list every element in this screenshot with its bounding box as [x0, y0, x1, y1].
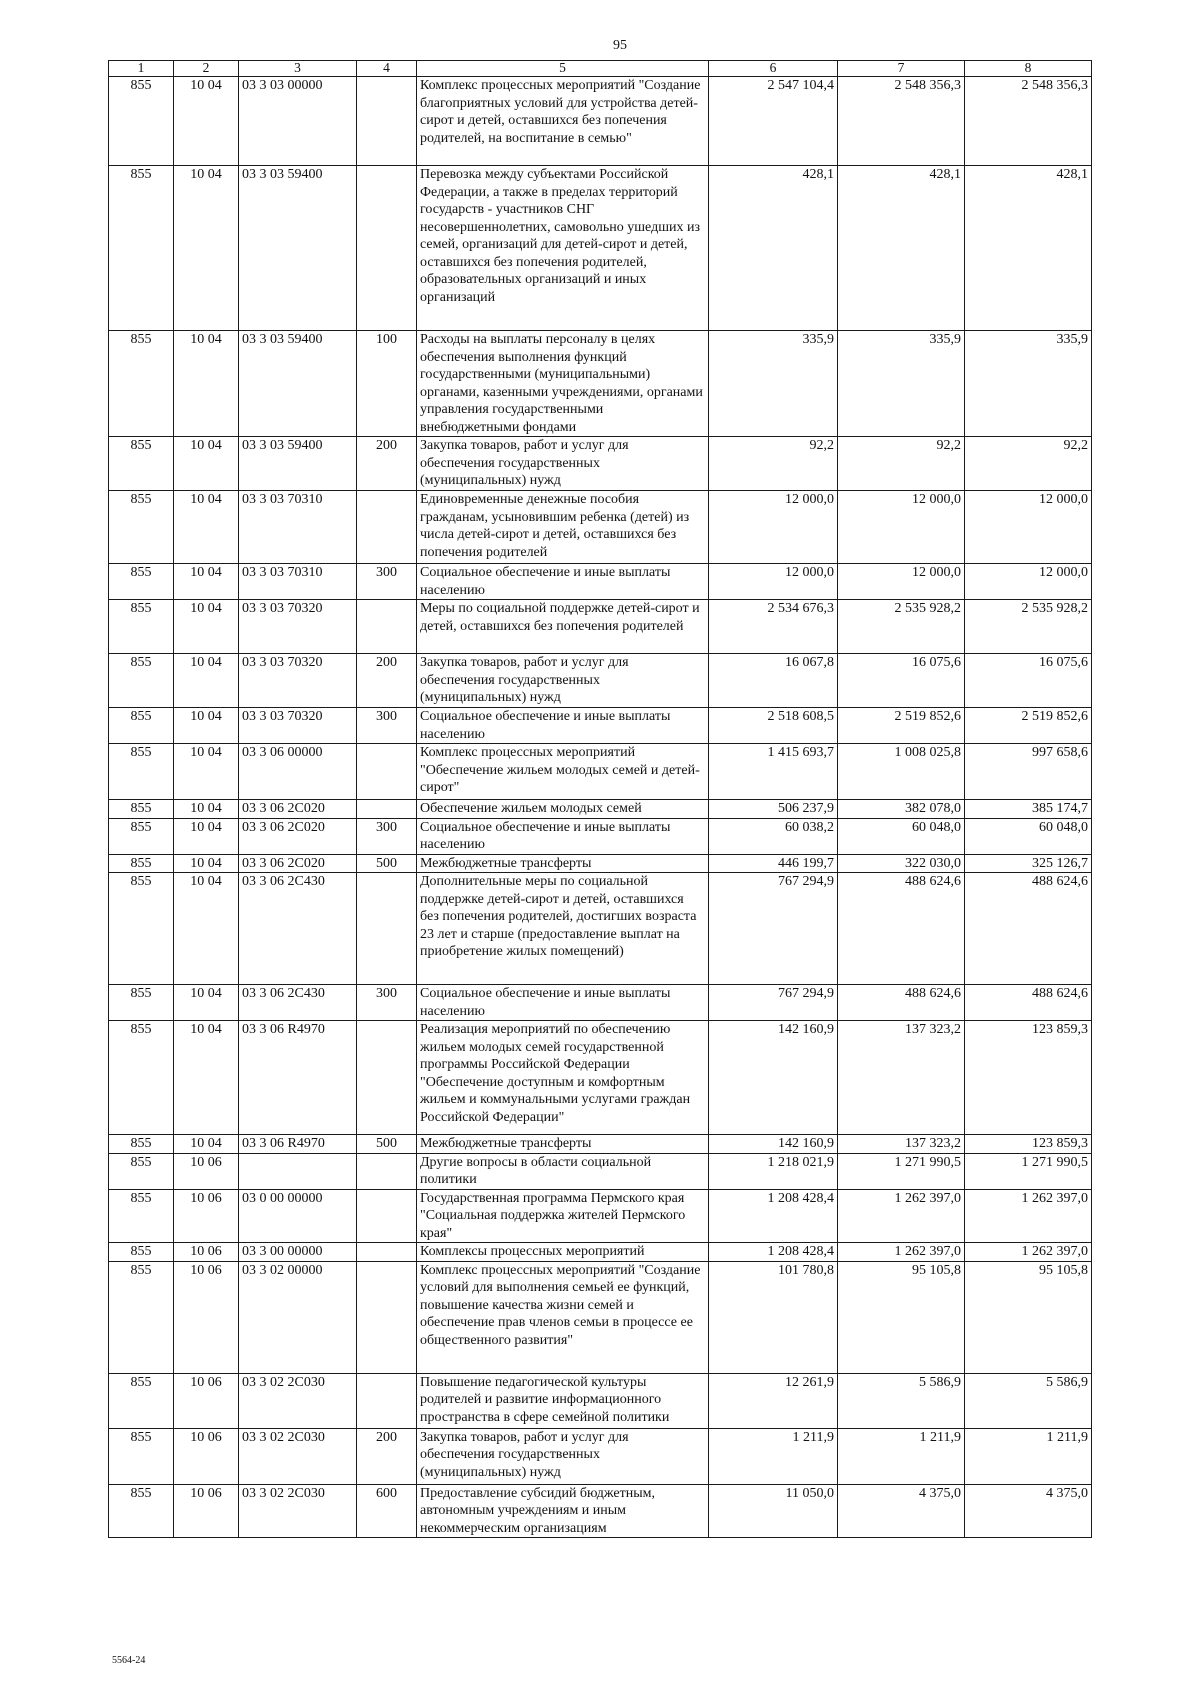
table-row	[109, 1021, 1092, 1135]
cell-description: Комплекс процессных мероприятий "Создание условий для выполнения семьей ее функций, повышение качества жизни семей и обеспечение прав членов семьи в процессе ее общественного развития"	[417, 1261, 709, 1373]
cell-target-article: 03 3 03 70310	[239, 564, 357, 600]
cell-section-code: 10 06	[174, 1261, 239, 1373]
cell-expense-type	[357, 1243, 417, 1262]
cell-admin-code: 855	[109, 1135, 174, 1154]
cell-expense-type	[357, 873, 417, 985]
cell-amount-2025: 5 586,9	[838, 1373, 965, 1428]
cell-amount-2024: 142 160,9	[709, 1021, 838, 1135]
cell-admin-code: 855	[109, 437, 174, 491]
cell-target-article	[239, 1153, 357, 1189]
column-header-7: 7	[838, 61, 965, 77]
table-row	[109, 708, 1092, 744]
cell-description: Комплекс процессных мероприятий "Создание благоприятных условий для устройства детей-сирот и детей, оставшихся без попечения родителей, на воспитание в семью"	[417, 77, 709, 166]
cell-admin-code: 855	[109, 564, 174, 600]
cell-amount-2025: 322 030,0	[838, 854, 965, 873]
table-row	[109, 873, 1092, 985]
cell-target-article: 03 3 06 2С020	[239, 800, 357, 819]
cell-amount-2024: 428,1	[709, 166, 838, 331]
cell-amount-2026: 4 375,0	[965, 1484, 1092, 1538]
cell-amount-2025: 1 008 025,8	[838, 744, 965, 800]
cell-target-article: 03 3 03 59400	[239, 331, 357, 437]
cell-amount-2025: 2 548 356,3	[838, 77, 965, 166]
cell-admin-code: 855	[109, 1261, 174, 1373]
cell-target-article: 03 3 00 00000	[239, 1243, 357, 1262]
cell-expense-type	[357, 600, 417, 654]
cell-amount-2025: 335,9	[838, 331, 965, 437]
cell-target-article: 03 3 06 2С020	[239, 818, 357, 854]
cell-target-article: 03 3 02 00000	[239, 1261, 357, 1373]
cell-section-code: 10 06	[174, 1484, 239, 1538]
table-row	[109, 654, 1092, 708]
cell-expense-type	[357, 77, 417, 166]
cell-amount-2026: 95 105,8	[965, 1261, 1092, 1373]
cell-admin-code: 855	[109, 1484, 174, 1538]
cell-amount-2024: 506 237,9	[709, 800, 838, 819]
cell-target-article: 03 3 06 00000	[239, 744, 357, 800]
cell-target-article: 03 3 03 70310	[239, 491, 357, 564]
cell-expense-type	[357, 166, 417, 331]
cell-section-code: 10 06	[174, 1428, 239, 1484]
cell-admin-code: 855	[109, 854, 174, 873]
cell-expense-type	[357, 491, 417, 564]
cell-amount-2025: 1 271 990,5	[838, 1153, 965, 1189]
cell-amount-2026: 2 519 852,6	[965, 708, 1092, 744]
cell-amount-2026: 335,9	[965, 331, 1092, 437]
cell-description: Дополнительные меры по социальной поддержке детей-сирот и детей, оставшихся без попечения родителей, достигших возраста 23 лет и старше (предоставление выплат на приобретение жилых помещений)	[417, 873, 709, 985]
cell-admin-code: 855	[109, 1373, 174, 1428]
column-header-4: 4	[357, 61, 417, 77]
cell-description: Комплекс процессных мероприятий "Обеспечение жильем молодых семей и детей-сирот"	[417, 744, 709, 800]
cell-description: Повышение педагогической культуры родителей и развитие информационного пространства в сфере семейной политики	[417, 1373, 709, 1428]
cell-amount-2025: 60 048,0	[838, 818, 965, 854]
table-row	[109, 1135, 1092, 1154]
cell-section-code: 10 04	[174, 437, 239, 491]
column-header-5: 5	[417, 61, 709, 77]
table-header	[109, 61, 1092, 77]
cell-amount-2026: 60 048,0	[965, 818, 1092, 854]
cell-amount-2025: 92,2	[838, 437, 965, 491]
cell-section-code: 10 04	[174, 166, 239, 331]
cell-amount-2026: 325 126,7	[965, 854, 1092, 873]
table-row	[109, 166, 1092, 331]
cell-amount-2024: 335,9	[709, 331, 838, 437]
table-row	[109, 1373, 1092, 1428]
cell-amount-2026: 1 262 397,0	[965, 1189, 1092, 1243]
cell-description: Другие вопросы в области социальной политики	[417, 1153, 709, 1189]
table-row	[109, 600, 1092, 654]
cell-amount-2024: 1 211,9	[709, 1428, 838, 1484]
cell-description: Расходы на выплаты персоналу в целях обеспечения выполнения функций государственными (муниципальными) органами, казенными учреждениями, органами управления государственными внебюджетными фондами	[417, 331, 709, 437]
cell-target-article: 03 3 06 2С430	[239, 873, 357, 985]
table-body	[109, 77, 1092, 1538]
cell-expense-type	[357, 1153, 417, 1189]
cell-amount-2024: 446 199,7	[709, 854, 838, 873]
cell-section-code: 10 04	[174, 1021, 239, 1135]
cell-admin-code: 855	[109, 800, 174, 819]
column-header-6: 6	[709, 61, 838, 77]
cell-admin-code: 855	[109, 1021, 174, 1135]
cell-amount-2025: 12 000,0	[838, 491, 965, 564]
cell-amount-2024: 12 261,9	[709, 1373, 838, 1428]
cell-section-code: 10 04	[174, 491, 239, 564]
cell-amount-2025: 488 624,6	[838, 985, 965, 1021]
cell-section-code: 10 04	[174, 1135, 239, 1154]
cell-description: Закупка товаров, работ и услуг для обеспечения государственных (муниципальных) нужд	[417, 437, 709, 491]
cell-target-article: 03 3 03 70320	[239, 654, 357, 708]
cell-section-code: 10 04	[174, 564, 239, 600]
cell-description: Реализация мероприятий по обеспечению жильем молодых семей государственной программы Российской Федерации "Обеспечение доступным и комфортным жильем и коммунальными услугами граждан Российской Федерации"	[417, 1021, 709, 1135]
cell-target-article: 03 3 02 2С030	[239, 1484, 357, 1538]
cell-admin-code: 855	[109, 744, 174, 800]
cell-target-article: 03 3 06 R4970	[239, 1135, 357, 1154]
cell-amount-2025: 137 323,2	[838, 1135, 965, 1154]
cell-amount-2026: 2 535 928,2	[965, 600, 1092, 654]
cell-amount-2026: 5 586,9	[965, 1373, 1092, 1428]
cell-amount-2026: 92,2	[965, 437, 1092, 491]
cell-admin-code: 855	[109, 818, 174, 854]
cell-amount-2025: 4 375,0	[838, 1484, 965, 1538]
cell-amount-2026: 488 624,6	[965, 985, 1092, 1021]
cell-description: Закупка товаров, работ и услуг для обеспечения государственных (муниципальных) нужд	[417, 1428, 709, 1484]
cell-expense-type	[357, 1373, 417, 1428]
cell-admin-code: 855	[109, 1243, 174, 1262]
table-row	[109, 491, 1092, 564]
cell-amount-2024: 101 780,8	[709, 1261, 838, 1373]
cell-expense-type: 200	[357, 437, 417, 491]
table-row	[109, 331, 1092, 437]
cell-target-article: 03 3 03 70320	[239, 708, 357, 744]
cell-description: Комплексы процессных мероприятий	[417, 1243, 709, 1262]
table-row	[109, 854, 1092, 873]
cell-section-code: 10 04	[174, 600, 239, 654]
cell-amount-2025: 382 078,0	[838, 800, 965, 819]
cell-amount-2026: 385 174,7	[965, 800, 1092, 819]
cell-amount-2024: 1 208 428,4	[709, 1243, 838, 1262]
cell-amount-2024: 16 067,8	[709, 654, 838, 708]
cell-amount-2025: 95 105,8	[838, 1261, 965, 1373]
cell-admin-code: 855	[109, 600, 174, 654]
column-header-1: 1	[109, 61, 174, 77]
page-number: 95	[613, 38, 627, 53]
cell-amount-2024: 767 294,9	[709, 873, 838, 985]
cell-description: Предоставление субсидий бюджетным, автономным учреждениям и иным некоммерческим организациям	[417, 1484, 709, 1538]
header-row	[109, 61, 1092, 77]
cell-amount-2025: 488 624,6	[838, 873, 965, 985]
cell-amount-2024: 12 000,0	[709, 491, 838, 564]
cell-section-code: 10 04	[174, 873, 239, 985]
table-row	[109, 985, 1092, 1021]
table-row	[109, 77, 1092, 166]
cell-admin-code: 855	[109, 331, 174, 437]
cell-section-code: 10 04	[174, 744, 239, 800]
cell-expense-type: 100	[357, 331, 417, 437]
cell-amount-2026: 12 000,0	[965, 491, 1092, 564]
cell-amount-2026: 1 262 397,0	[965, 1243, 1092, 1262]
cell-expense-type: 300	[357, 818, 417, 854]
cell-admin-code: 855	[109, 491, 174, 564]
cell-admin-code: 855	[109, 1153, 174, 1189]
cell-description: Социальное обеспечение и иные выплаты населению	[417, 708, 709, 744]
cell-admin-code: 855	[109, 1189, 174, 1243]
cell-target-article: 03 0 00 00000	[239, 1189, 357, 1243]
cell-description: Социальное обеспечение и иные выплаты населению	[417, 564, 709, 600]
table-row	[109, 1484, 1092, 1538]
budget-table	[108, 60, 1092, 1538]
cell-admin-code: 855	[109, 873, 174, 985]
cell-target-article: 03 3 02 2С030	[239, 1373, 357, 1428]
cell-section-code: 10 04	[174, 331, 239, 437]
cell-target-article: 03 3 03 59400	[239, 166, 357, 331]
cell-amount-2024: 2 534 676,3	[709, 600, 838, 654]
cell-target-article: 03 3 03 59400	[239, 437, 357, 491]
cell-amount-2026: 1 211,9	[965, 1428, 1092, 1484]
cell-amount-2026: 2 548 356,3	[965, 77, 1092, 166]
column-header-3: 3	[239, 61, 357, 77]
cell-amount-2025: 16 075,6	[838, 654, 965, 708]
table-row	[109, 818, 1092, 854]
cell-description: Социальное обеспечение и иные выплаты населению	[417, 818, 709, 854]
cell-description: Государственная программа Пермского края "Социальная поддержка жителей Пермского края"	[417, 1189, 709, 1243]
table-row	[109, 1428, 1092, 1484]
cell-amount-2025: 2 519 852,6	[838, 708, 965, 744]
column-header-8: 8	[965, 61, 1092, 77]
cell-section-code: 10 04	[174, 800, 239, 819]
cell-amount-2024: 2 547 104,4	[709, 77, 838, 166]
cell-expense-type: 500	[357, 1135, 417, 1154]
cell-expense-type: 500	[357, 854, 417, 873]
cell-amount-2024: 1 415 693,7	[709, 744, 838, 800]
cell-amount-2026: 123 859,3	[965, 1021, 1092, 1135]
table-row	[109, 1153, 1092, 1189]
cell-section-code: 10 04	[174, 654, 239, 708]
cell-admin-code: 855	[109, 708, 174, 744]
cell-admin-code: 855	[109, 77, 174, 166]
table-row	[109, 800, 1092, 819]
cell-amount-2025: 1 262 397,0	[838, 1189, 965, 1243]
document-code: 5564-24	[112, 1655, 146, 1666]
cell-amount-2024: 92,2	[709, 437, 838, 491]
table-row	[109, 1243, 1092, 1262]
cell-amount-2026: 428,1	[965, 166, 1092, 331]
cell-section-code: 10 06	[174, 1373, 239, 1428]
cell-section-code: 10 06	[174, 1243, 239, 1262]
cell-expense-type: 300	[357, 708, 417, 744]
cell-description: Единовременные денежные пособия гражданам, усыновившим ребенка (детей) из числа детей-сирот и детей, оставшихся без попечения родителей	[417, 491, 709, 564]
cell-target-article: 03 3 02 2С030	[239, 1428, 357, 1484]
cell-amount-2026: 123 859,3	[965, 1135, 1092, 1154]
cell-section-code: 10 06	[174, 1153, 239, 1189]
cell-target-article: 03 3 06 R4970	[239, 1021, 357, 1135]
cell-description: Межбюджетные трансферты	[417, 854, 709, 873]
cell-expense-type	[357, 800, 417, 819]
cell-amount-2026: 16 075,6	[965, 654, 1092, 708]
column-header-2: 2	[174, 61, 239, 77]
cell-description: Обеспечение жильем молодых семей	[417, 800, 709, 819]
table-row	[109, 1189, 1092, 1243]
cell-section-code: 10 04	[174, 818, 239, 854]
cell-amount-2025: 12 000,0	[838, 564, 965, 600]
cell-amount-2024: 2 518 608,5	[709, 708, 838, 744]
cell-admin-code: 855	[109, 1428, 174, 1484]
cell-amount-2024: 11 050,0	[709, 1484, 838, 1538]
cell-description: Меры по социальной поддержке детей-сирот и детей, оставшихся без попечения родителей	[417, 600, 709, 654]
cell-target-article: 03 3 06 2С430	[239, 985, 357, 1021]
table-row	[109, 564, 1092, 600]
cell-description: Межбюджетные трансферты	[417, 1135, 709, 1154]
cell-expense-type	[357, 744, 417, 800]
cell-amount-2026: 1 271 990,5	[965, 1153, 1092, 1189]
cell-target-article: 03 3 03 70320	[239, 600, 357, 654]
cell-section-code: 10 04	[174, 985, 239, 1021]
cell-admin-code: 855	[109, 166, 174, 331]
cell-amount-2024: 12 000,0	[709, 564, 838, 600]
cell-amount-2026: 488 624,6	[965, 873, 1092, 985]
cell-admin-code: 855	[109, 985, 174, 1021]
cell-expense-type	[357, 1189, 417, 1243]
cell-expense-type: 300	[357, 564, 417, 600]
cell-section-code: 10 04	[174, 854, 239, 873]
cell-amount-2024: 767 294,9	[709, 985, 838, 1021]
cell-amount-2025: 1 262 397,0	[838, 1243, 965, 1262]
cell-amount-2024: 142 160,9	[709, 1135, 838, 1154]
cell-amount-2026: 997 658,6	[965, 744, 1092, 800]
cell-description: Перевозка между субъектами Российской Федерации, а также в пределах территорий государств - участников СНГ несовершеннолетних, самовольно ушедших из семей, организаций для детей-сирот и детей, оставшихся без попечения родителей, образовательных организаций и иных организаций	[417, 166, 709, 331]
table-row	[109, 744, 1092, 800]
cell-expense-type: 200	[357, 654, 417, 708]
cell-admin-code: 855	[109, 654, 174, 708]
cell-target-article: 03 3 06 2С020	[239, 854, 357, 873]
cell-section-code: 10 04	[174, 77, 239, 166]
cell-target-article: 03 3 03 00000	[239, 77, 357, 166]
cell-expense-type: 300	[357, 985, 417, 1021]
cell-expense-type: 600	[357, 1484, 417, 1538]
cell-amount-2025: 2 535 928,2	[838, 600, 965, 654]
cell-amount-2025: 1 211,9	[838, 1428, 965, 1484]
cell-amount-2025: 428,1	[838, 166, 965, 331]
cell-expense-type: 200	[357, 1428, 417, 1484]
cell-section-code: 10 06	[174, 1189, 239, 1243]
cell-amount-2024: 1 208 428,4	[709, 1189, 838, 1243]
cell-amount-2024: 1 218 021,9	[709, 1153, 838, 1189]
cell-amount-2025: 137 323,2	[838, 1021, 965, 1135]
cell-description: Закупка товаров, работ и услуг для обеспечения государственных (муниципальных) нужд	[417, 654, 709, 708]
cell-amount-2026: 12 000,0	[965, 564, 1092, 600]
cell-section-code: 10 04	[174, 708, 239, 744]
cell-expense-type	[357, 1261, 417, 1373]
table-row	[109, 437, 1092, 491]
cell-amount-2024: 60 038,2	[709, 818, 838, 854]
table-row	[109, 1261, 1092, 1373]
cell-description: Социальное обеспечение и иные выплаты населению	[417, 985, 709, 1021]
cell-expense-type	[357, 1021, 417, 1135]
